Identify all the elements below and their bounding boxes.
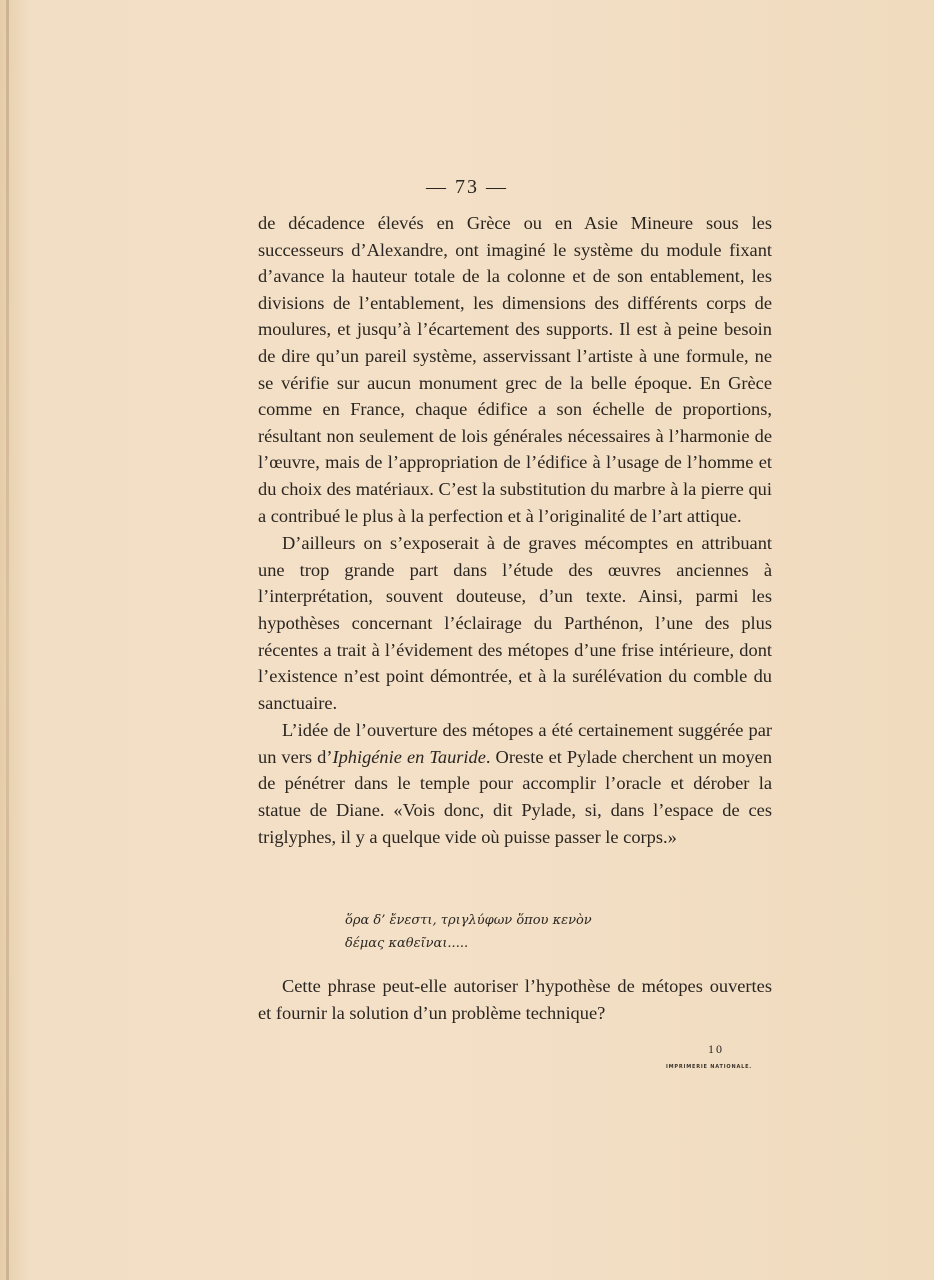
paragraph-3-start: L’idée de l’ouverture des métopes a été certainement suggérée par un vers d’ [258, 720, 772, 767]
closing-text [258, 973, 772, 1027]
greek-quotation [345, 909, 765, 955]
signature-mark: 10 [708, 1042, 724, 1056]
printer-imprint: IMPRIMERIE NATIONALE. [666, 1064, 753, 1070]
paragraph-4: Cette phrase peut-elle autoriser l’hypothèse de métopes ouvertes et fournir la solution d’un problème technique? [258, 976, 772, 1023]
greek-line-2: δέμας καθεῖναι..... [345, 936, 469, 951]
page-number: — 73 — [426, 176, 508, 198]
paragraph-2: D’ailleurs on s’exposerait à de graves mécomptes en attribuant une trop grande part dans l’étude des œuvres anciennes à l’interprétation, souvent douteuse, d’un texte. Ainsi, parmi les hypothèses concernant l’éclairage du Parthénon, l’une des plus récentes a trait à l’évidement des métopes d’une frise intérieure, dont l’existence n’est point démontrée, et à la surélévation du comble du sanctuaire. [258, 533, 772, 713]
paragraph-3-end: . Oreste et Pylade cherchent un moyen de pénétrer dans le temple pour accomplir l’oracle et dérober la statue de Diane. «Vois donc, dit Pylade, si, dans l’espace de ces triglyphes, il y a quelque vide où puisse passer le corps.» [258, 746, 773, 847]
body-text [258, 210, 772, 850]
greek-line-1: ὅρα δ’ ἔνεστι, τριγλύφων ὅπου κενὸν [345, 913, 592, 928]
paragraph-3 [258, 717, 772, 850]
paragraph-1: de décadence élevés en Grèce ou en Asie Mineure sous les successeurs d’Alexandre, ont imaginé le système du module fixant d’avance la hauteur totale de la colonne et de son entablement, les divisions de l’entablement, les dimensions des différents corps de moulures, et jusqu’à l’écartement des supports. Il est à peine besoin de dire qu’un pareil système, asservissant l’artiste à une formule, ne se vérifie sur aucun monument grec de la belle époque. En Grèce comme en France, chaque édifice a son échelle de proportions, résultant non seulement de lois générales nécessaires à l’harmonie de l’œuvre, mais de l’appropriation de l’édifice à l’usage de l’homme et du choix des matériaux. C’est la substitution du marbre à la pierre qui a contribué le plus à la perfection et à l’originalité de l’art attique. [258, 213, 772, 526]
play-title: Iphigénie en Tauride [332, 746, 486, 767]
